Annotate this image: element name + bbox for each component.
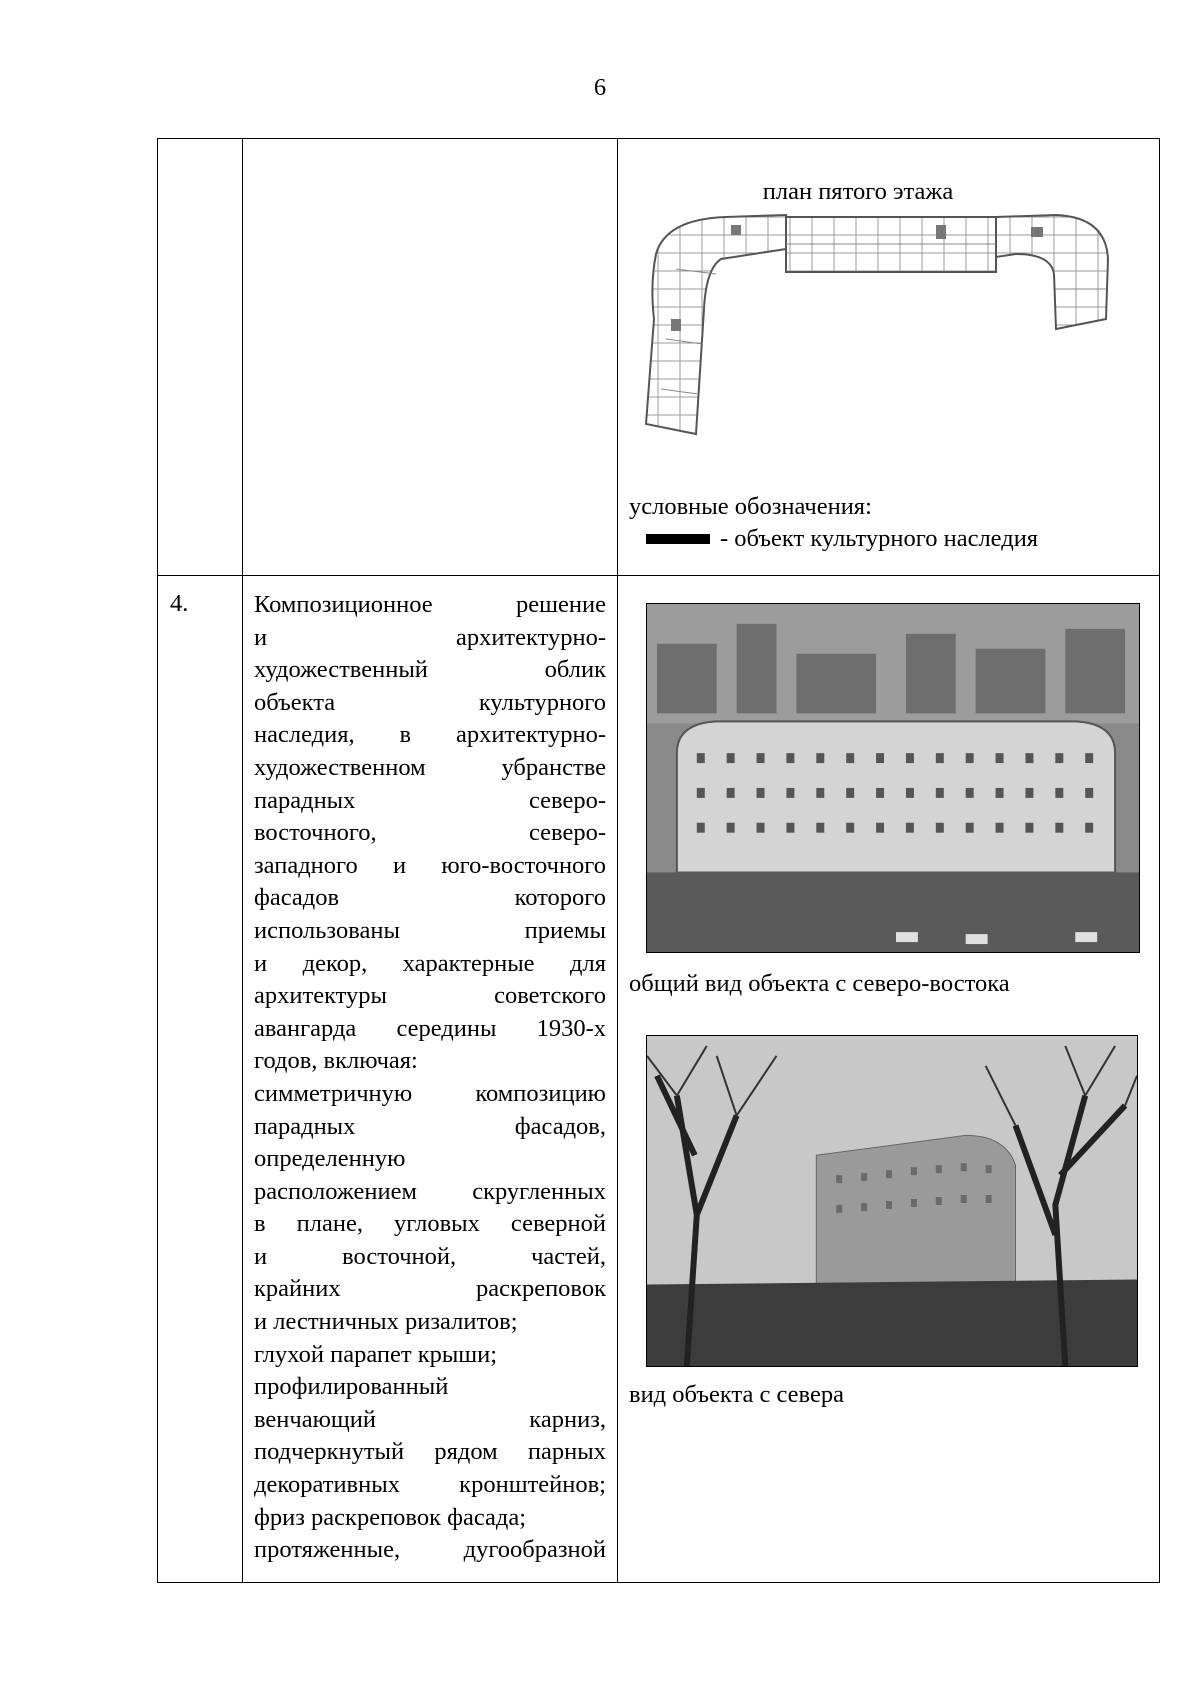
column-divider: [242, 139, 243, 1582]
desc-line: архитектуры советского: [254, 982, 606, 1010]
desc-line: протяженные, дугообразной: [254, 1536, 606, 1564]
desc-line: фасадов которого: [254, 884, 606, 912]
desc-line: и лестничных ризалитов;: [254, 1308, 518, 1336]
page-number: 6: [593, 74, 607, 101]
desc-line: восточного, северо-: [254, 819, 606, 847]
desc-line: и декор, характерные для: [254, 949, 606, 977]
photo-north-view: [646, 1035, 1138, 1367]
desc-line: в плане, угловых северной: [254, 1210, 606, 1238]
legend-swatch: [646, 534, 710, 544]
desc-line: художественном убранстве: [254, 753, 606, 781]
desc-line: и архитектурно-: [254, 623, 606, 651]
desc-line: венчающий карниз,: [254, 1405, 606, 1433]
desc-line: симметричную композицию: [254, 1079, 606, 1107]
legend-row: [646, 523, 1038, 556]
desc-line: парадных северо-: [254, 786, 606, 814]
photo-northeast-view: [646, 603, 1140, 953]
desc-line: использованы приемы: [254, 916, 606, 944]
desc-line: наследия, в архитектурно-: [254, 721, 606, 749]
desc-line: авангарда середины 1930-х: [254, 1014, 606, 1042]
legend-label: - объект культурного наследия: [720, 525, 1039, 552]
photo1-caption: общий вид объекта с северо-востока: [629, 970, 1010, 997]
desc-line: подчеркнутый рядом парных: [254, 1438, 606, 1466]
desc-line: крайних раскреповок: [254, 1275, 606, 1303]
desc-line: декоративных кронштейнов;: [254, 1471, 606, 1499]
desc-line: годов, включая:: [254, 1047, 418, 1075]
desc-line: парадных фасадов,: [254, 1112, 606, 1140]
desc-line: расположением скругленных: [254, 1177, 606, 1205]
desc-line: определенную: [254, 1145, 406, 1173]
heritage-table: [157, 138, 1160, 1583]
legend-title: условные обозначения:: [629, 493, 872, 520]
fifth-floor-plan-image: [636, 199, 1136, 449]
desc-line: профилированный: [254, 1373, 449, 1401]
photo2-caption: вид объекта с севера: [629, 1381, 844, 1408]
desc-line: и восточной, частей,: [254, 1242, 606, 1270]
desc-line: западного и юго-восточного: [254, 851, 606, 879]
desc-line: художественный облик: [254, 656, 606, 684]
row-description: [254, 589, 606, 1567]
desc-line: объекта культурного: [254, 688, 606, 716]
column-divider: [617, 139, 618, 1582]
desc-line: фриз раскреповок фасада;: [254, 1503, 527, 1531]
plan-caption: план пятого этажа: [762, 178, 954, 205]
desc-line: глухой парапет крыши;: [254, 1340, 498, 1368]
row-divider: [158, 575, 1159, 576]
row-number: 4.: [170, 590, 189, 617]
desc-line: Композиционное решение: [254, 591, 606, 618]
